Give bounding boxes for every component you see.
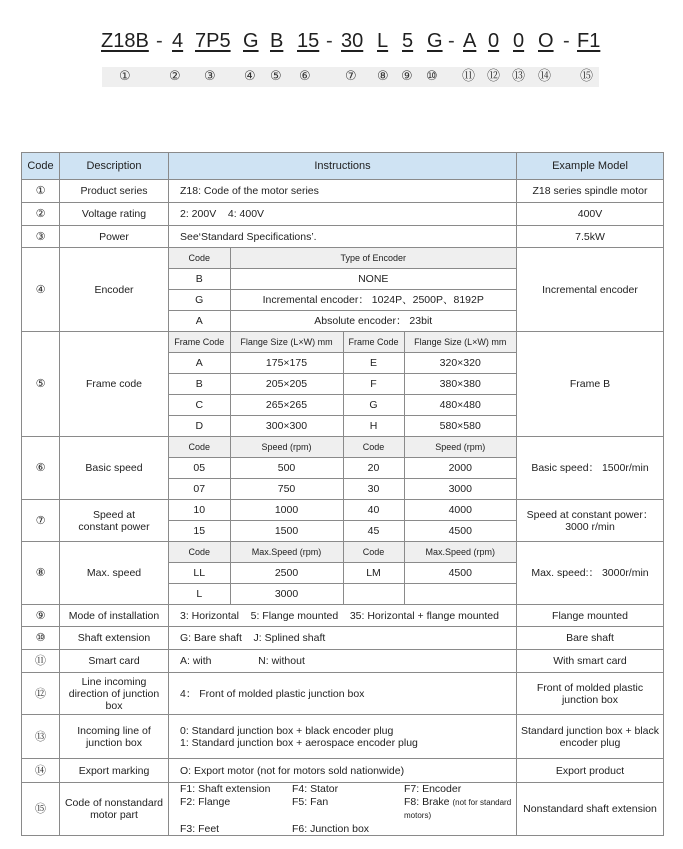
subheader-frame-code: Frame Code	[343, 332, 404, 353]
row-description: Basic speed	[60, 437, 169, 500]
row-code: ⑥	[22, 437, 60, 500]
row-code: ⑩	[22, 627, 60, 650]
row-code: ⑦	[22, 500, 60, 542]
frame-code: F	[343, 374, 404, 395]
code-segment-smart-card: A	[463, 30, 477, 52]
frame-code: D	[169, 416, 230, 437]
table-row	[22, 226, 664, 248]
row-example: Basic speed： 1500r/min	[517, 437, 664, 500]
code-segment-installation: 5	[402, 30, 414, 52]
row-code: ⑪	[22, 650, 60, 673]
subheader-code: Code	[169, 542, 230, 563]
row-description	[60, 715, 169, 759]
row-description: Mode of installation	[60, 605, 169, 627]
frame-subtable-cell	[169, 332, 517, 437]
row-code: ④	[22, 248, 60, 332]
flange-size: 205×205	[230, 374, 343, 395]
speed-code: 45	[343, 521, 404, 542]
speed-code: L	[169, 584, 230, 605]
instruction-line: 0: Standard junction box + black encoder plug	[180, 724, 394, 737]
table-row	[22, 437, 664, 500]
max-speed-subtable-cell	[169, 542, 517, 605]
table-row	[22, 248, 664, 332]
speed-value: 4500	[404, 521, 516, 542]
table-row	[22, 332, 664, 437]
row-description: Encoder	[60, 248, 169, 332]
speed-code: 10	[193, 504, 206, 516]
position-number: ⑤	[270, 69, 282, 84]
position-number: ⑨	[401, 69, 413, 84]
row-code: ②	[22, 203, 60, 226]
row-instructions: A: with N: without	[169, 650, 517, 673]
code-segment-line-direction: 0	[488, 30, 500, 52]
table-row	[22, 203, 664, 226]
subheader-speed: Speed (rpm)	[230, 437, 343, 458]
speed-code: 20	[343, 458, 404, 479]
speed-code: 15	[169, 521, 230, 542]
encoder-subtable	[169, 248, 516, 331]
table-header-row	[22, 153, 664, 180]
part-item: F2: Flange	[180, 796, 231, 808]
row-description: Frame code	[60, 332, 169, 437]
flange-size: 265×265	[230, 395, 343, 416]
code-separator: -	[326, 30, 333, 52]
speed-value: 1500	[230, 521, 343, 542]
basic-speed-subtable-cell	[169, 437, 517, 500]
code-segment-nonstandard: F1	[577, 30, 601, 52]
table-row	[22, 673, 664, 715]
header-code: Code	[22, 153, 60, 180]
table-row	[22, 715, 664, 759]
row-instructions: O: Export motor (not for motors sold nationwide)	[169, 759, 517, 783]
row-code: ⑭	[22, 759, 60, 783]
position-number: ⑩	[426, 69, 438, 84]
code-separator: -	[156, 30, 163, 52]
row-description	[60, 500, 169, 542]
row-description: Product series	[60, 180, 169, 203]
encoder-type: NONE	[230, 269, 516, 290]
row-description: Export marking	[60, 759, 169, 783]
position-number: ④	[244, 69, 256, 84]
speed-value: 4000	[404, 500, 516, 521]
row-code: ⑧	[22, 542, 60, 605]
speed-value: 3000	[230, 584, 343, 605]
part-item-note: (not for standard motors)	[404, 798, 512, 820]
frame-subtable	[169, 332, 516, 436]
speed-value: 3000	[404, 479, 516, 500]
header-description: Description	[60, 153, 169, 180]
row-instructions: 4： Front of molded plastic junction box	[169, 673, 517, 715]
model-code-line	[0, 29, 683, 59]
table-row	[22, 605, 664, 627]
row-description: Max. speed	[60, 542, 169, 605]
frame-code: C	[169, 395, 230, 416]
row-instructions: 3: Horizontal 5: Flange mounted 35: Horizontal + flange mounted	[169, 605, 517, 627]
subheader-code: Code	[169, 437, 230, 458]
position-number: ⑪	[462, 69, 476, 84]
row-description: Voltage rating	[60, 203, 169, 226]
frame-code: B	[169, 374, 230, 395]
part-item: F8: Brake	[404, 796, 450, 808]
position-number: ⑦	[345, 69, 357, 84]
model-code-table	[21, 152, 664, 836]
example-line: Speed at constant power：	[526, 508, 654, 521]
basic-speed-subtable	[169, 437, 516, 499]
code-segment-basic-speed: 15	[297, 30, 320, 52]
speed-value: 2500	[230, 563, 343, 584]
description-line: box	[105, 699, 123, 712]
frame-code: H	[343, 416, 404, 437]
frame-code: G	[343, 395, 404, 416]
speed-code: LL	[169, 563, 230, 584]
row-example: 400V	[517, 203, 664, 226]
subheader-code: Code	[343, 542, 404, 563]
subheader-code: Code	[169, 248, 230, 269]
part-item: F6: Junction box	[292, 823, 370, 835]
speed-value: 2000	[404, 458, 516, 479]
position-number: ⑥	[299, 69, 311, 84]
row-code: ⑤	[22, 332, 60, 437]
row-example: Incremental encoder	[517, 248, 664, 332]
subheader-max-speed: Max.Speed (rpm)	[230, 542, 343, 563]
example-line: 3000 r/min	[565, 520, 615, 533]
instruction-line: 1: Standard junction box + aerospace encoder plug	[180, 736, 418, 749]
speed-code: 07	[169, 479, 230, 500]
description-line: Incoming line of	[77, 724, 151, 737]
row-example: 7.5kW	[517, 226, 664, 248]
code-segment-incoming-line: 0	[513, 30, 525, 52]
code-segment-series: Z18B	[101, 30, 149, 52]
position-number: ⑬	[512, 69, 526, 84]
flange-size: 580×580	[404, 416, 516, 437]
position-number: ⑮	[580, 69, 594, 84]
row-instructions	[169, 715, 517, 759]
row-example: Z18 series spindle motor	[517, 180, 664, 203]
encoder-code: G	[169, 290, 230, 311]
description-line: Line incoming	[81, 675, 147, 688]
row-example: With smart card	[517, 650, 664, 673]
position-number: ③	[204, 69, 216, 84]
row-example	[517, 500, 664, 542]
row-example	[517, 673, 664, 715]
row-instructions: G: Bare shaft J: Splined shaft	[169, 627, 517, 650]
row-description: Shaft extension	[60, 627, 169, 650]
code-segment-power: 7P5	[195, 30, 231, 52]
flange-size: 175×175	[230, 353, 343, 374]
subheader-encoder-type: Type of Encoder	[230, 248, 516, 269]
subheader-max-speed: Max.Speed (rpm)	[404, 542, 516, 563]
position-number: ⑭	[538, 69, 552, 84]
part-item: F1: Shaft extension	[180, 783, 271, 795]
row-example: Nonstandard shaft extension	[517, 783, 664, 836]
nonstandard-part-list	[169, 783, 516, 835]
code-segment-export: O	[538, 30, 554, 52]
row-example: Flange mounted	[517, 605, 664, 627]
code-separator: -	[563, 30, 570, 52]
table-row	[22, 180, 664, 203]
constant-power-subtable-cell	[169, 500, 517, 542]
speed-value: 750	[230, 479, 343, 500]
speed-value: 4500	[404, 563, 516, 584]
code-segment-frame: B	[270, 30, 284, 52]
flange-size: 320×320	[404, 353, 516, 374]
row-code: ⑬	[22, 715, 60, 759]
example-line: junction box	[561, 693, 619, 706]
speed-code: 40	[343, 500, 404, 521]
row-example: Export product	[517, 759, 664, 783]
table-row	[22, 627, 664, 650]
example-line: Front of molded plastic	[536, 681, 644, 694]
position-number: ①	[119, 69, 131, 84]
row-instructions: Z18: Code of the motor series	[169, 180, 517, 203]
position-number: ⑫	[487, 69, 501, 84]
part-item: F5: Fan	[292, 796, 329, 808]
row-code: ⑨	[22, 605, 60, 627]
row-description	[60, 673, 169, 715]
description-line: constant power	[78, 520, 150, 533]
frame-code: E	[343, 353, 404, 374]
header-instructions: Instructions	[169, 153, 517, 180]
speed-code: 05	[169, 458, 230, 479]
table-row	[22, 783, 664, 836]
row-code: ③	[22, 226, 60, 248]
code-separator: -	[448, 30, 455, 52]
row-example: Max. speed:： 3000r/min	[517, 542, 664, 605]
code-segment-constant-power-speed: 30	[341, 30, 364, 52]
subheader-flange-size: Flange Size (L×W) mm	[404, 332, 516, 353]
subheader-frame-code: Frame Code	[169, 332, 230, 353]
encoder-subtable-cell	[169, 248, 517, 332]
row-instructions	[169, 783, 517, 836]
description-line: junction box	[85, 736, 143, 749]
empty-cell	[404, 584, 516, 605]
description-line: Code of nonstandard	[64, 797, 164, 809]
row-example	[517, 715, 664, 759]
code-segment-shaft: G	[427, 30, 443, 52]
empty-slot	[404, 823, 516, 835]
row-code: ①	[22, 180, 60, 203]
part-item: F4: Stator	[292, 783, 339, 795]
speed-code: 30	[343, 479, 404, 500]
max-speed-subtable	[169, 542, 516, 604]
row-description: Power	[60, 226, 169, 248]
subheader-code: Code	[343, 437, 404, 458]
row-instructions: See‘Standard Specifications’.	[169, 226, 517, 248]
description-line: direction of junction	[68, 687, 160, 700]
part-item-brake	[404, 796, 516, 822]
table-row	[22, 759, 664, 783]
description-line: Speed at	[92, 508, 136, 521]
encoder-type: Incremental encoder： 1024P、2500P、8192P	[230, 290, 516, 311]
speed-value: 1000	[230, 500, 343, 521]
table-row	[22, 500, 664, 542]
flange-size: 480×480	[404, 395, 516, 416]
example-line: Standard junction box + black	[520, 724, 660, 737]
subheader-flange-size: Flange Size (L×W) mm	[230, 332, 343, 353]
code-segment-encoder: G	[243, 30, 259, 52]
part-item: F3: Feet	[180, 823, 220, 835]
description-line: motor part	[90, 809, 138, 821]
code-segment-voltage: 4	[172, 30, 184, 52]
table-row	[22, 650, 664, 673]
row-example: Bare shaft	[517, 627, 664, 650]
row-example: Frame B	[517, 332, 664, 437]
subheader-speed: Speed (rpm)	[404, 437, 516, 458]
code-segment-max-speed: L	[377, 30, 389, 52]
constant-power-subtable	[169, 500, 516, 541]
speed-value: 500	[230, 458, 343, 479]
part-item: F7: Encoder	[404, 783, 462, 795]
row-instructions: 2: 200V 4: 400V	[169, 203, 517, 226]
row-code: ⑫	[22, 673, 60, 715]
row-code: ⑮	[22, 783, 60, 836]
encoder-code: A	[169, 311, 230, 332]
frame-code: A	[169, 353, 230, 374]
row-description: Smart card	[60, 650, 169, 673]
position-number: ②	[169, 69, 181, 84]
position-number: ⑧	[377, 69, 389, 84]
flange-size: 300×300	[230, 416, 343, 437]
row-description	[60, 783, 169, 836]
encoder-type: Absolute encoder： 23bit	[230, 311, 516, 332]
empty-cell	[343, 584, 404, 605]
flange-size: 380×380	[404, 374, 516, 395]
table-row	[22, 542, 664, 605]
example-line: encoder plug	[559, 736, 621, 749]
encoder-code: B	[169, 269, 230, 290]
speed-code: LM	[343, 563, 404, 584]
header-example-model: Example Model	[517, 153, 664, 180]
